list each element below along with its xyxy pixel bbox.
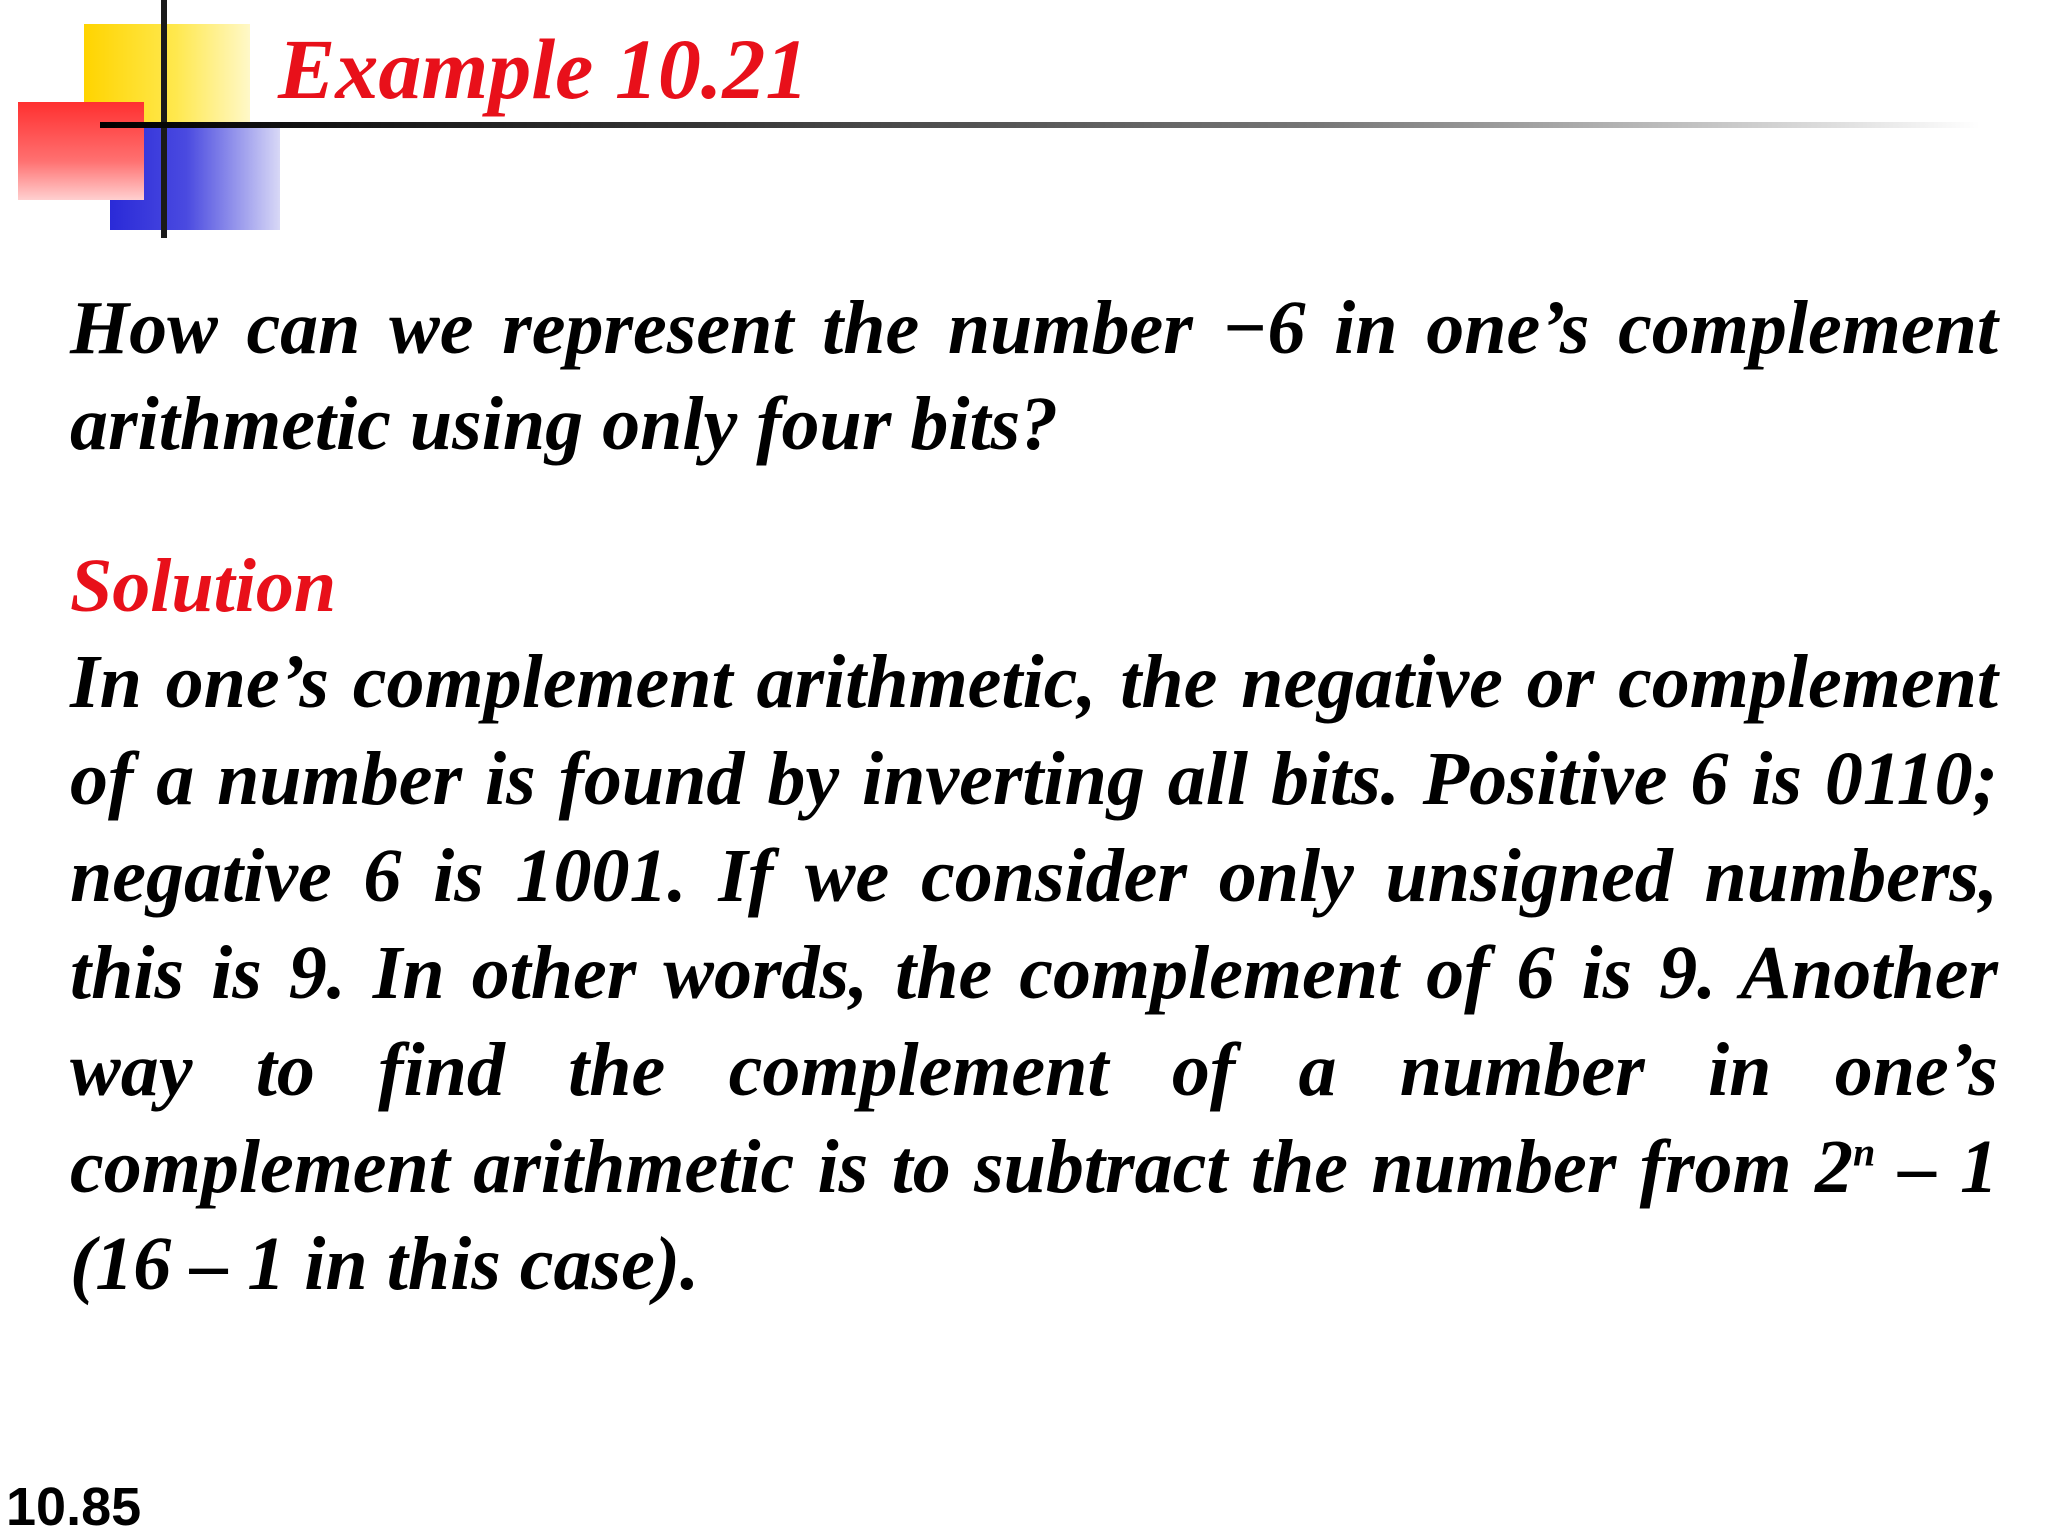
exponent-superscript: n xyxy=(1853,1129,1876,1175)
question-text: How can we represent the number −6 in one’s complement arithmetic using only four bits? xyxy=(70,286,1998,466)
title-underline-rule xyxy=(100,122,1980,128)
slide-title: Example 10.21 xyxy=(278,21,809,117)
slide-content xyxy=(70,280,1998,1313)
logo-vertical-line xyxy=(161,0,167,238)
slide-number: 10.85 xyxy=(6,1477,142,1537)
solution-text xyxy=(70,634,1998,1313)
solution-heading: Solution xyxy=(70,544,337,628)
solution-text-part1: In one’s complement arithmetic, the negative or complement of a number is found by inverting all bits. Positive 6 is 0110; negative 6 is 1001. If we consider only unsigned numbers, this is 9. In other words, the complement of 6 is 9. Another way to find the complement of a number in one’s complement arithmetic is to subtract the number from 2 xyxy=(70,640,1998,1209)
logo-red-square xyxy=(18,102,144,200)
solution-text-part2: – 1 (16 – 1 in this case). xyxy=(70,1125,1998,1306)
slide-logo-decoration xyxy=(0,0,300,240)
